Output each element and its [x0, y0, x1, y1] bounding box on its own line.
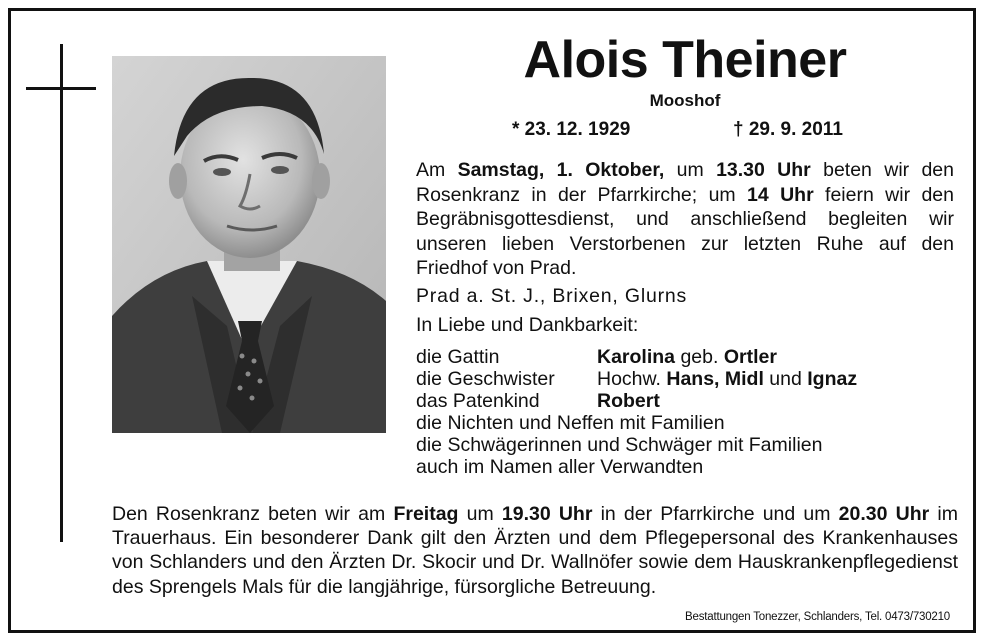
mourners-list	[416, 346, 857, 478]
mourner-line: die Nichten und Neffen mit Familien	[416, 412, 725, 434]
funeral-home-credit: Bestattungen Tonezzer, Schlanders, Tel. 0473/730210	[685, 611, 950, 623]
funeral-announcement: Am Samstag, 1. Oktober, um 13.30 Uhr beten wir den Rosenkranz in der Pfarrkirche; um 14 Uhr feiern wir den Begräbnisgottesdienst, und anschließend begleiten wir unseren lieben Verstorbenen zur letzten Ruhe auf den Friedhof von Prad.	[416, 159, 954, 279]
mourner-line: die Schwägerinnen und Schwäger mit Familien	[416, 434, 823, 456]
mourner-row: die Geschwister Hochw. Hans, Midl und Ignaz	[416, 368, 858, 390]
birth-date: * 23. 12. 1929	[512, 119, 631, 140]
residence-name: Mooshof	[649, 91, 721, 110]
portrait-photo	[112, 56, 386, 433]
family-locations: Prad a. St. J., Brixen, Glurns	[416, 285, 688, 307]
mourner-line: auch im Namen aller Verwandten	[416, 456, 704, 478]
mourner-row: das Patenkind Robert	[416, 390, 660, 412]
rosary-and-thanks: Den Rosenkranz beten wir am Freitag um 19.30 Uhr in der Pfarrkirche und um 20.30 Uhr im Trauerhaus. Ein besonderer Dank gilt den Ärzten und dem Pflegepersonal des Krankenhauses von Schlanders und den Ärzten Dr. Skocir und Dr. Wallnöfer sowie dem Hauskrankenpflegedienst des Sprengels Mals für die langjährige, fürsorgliche Betreuung.	[112, 503, 958, 598]
mourner-row: die Gattin Karolina geb. Ortler	[416, 346, 777, 368]
deceased-name: Alois Theiner	[523, 31, 847, 89]
cross-bar	[26, 87, 96, 90]
cross-icon	[60, 44, 63, 542]
dedication-line: In Liebe und Dankbarkeit:	[416, 314, 639, 336]
death-date: † 29. 9. 2011	[733, 119, 843, 140]
